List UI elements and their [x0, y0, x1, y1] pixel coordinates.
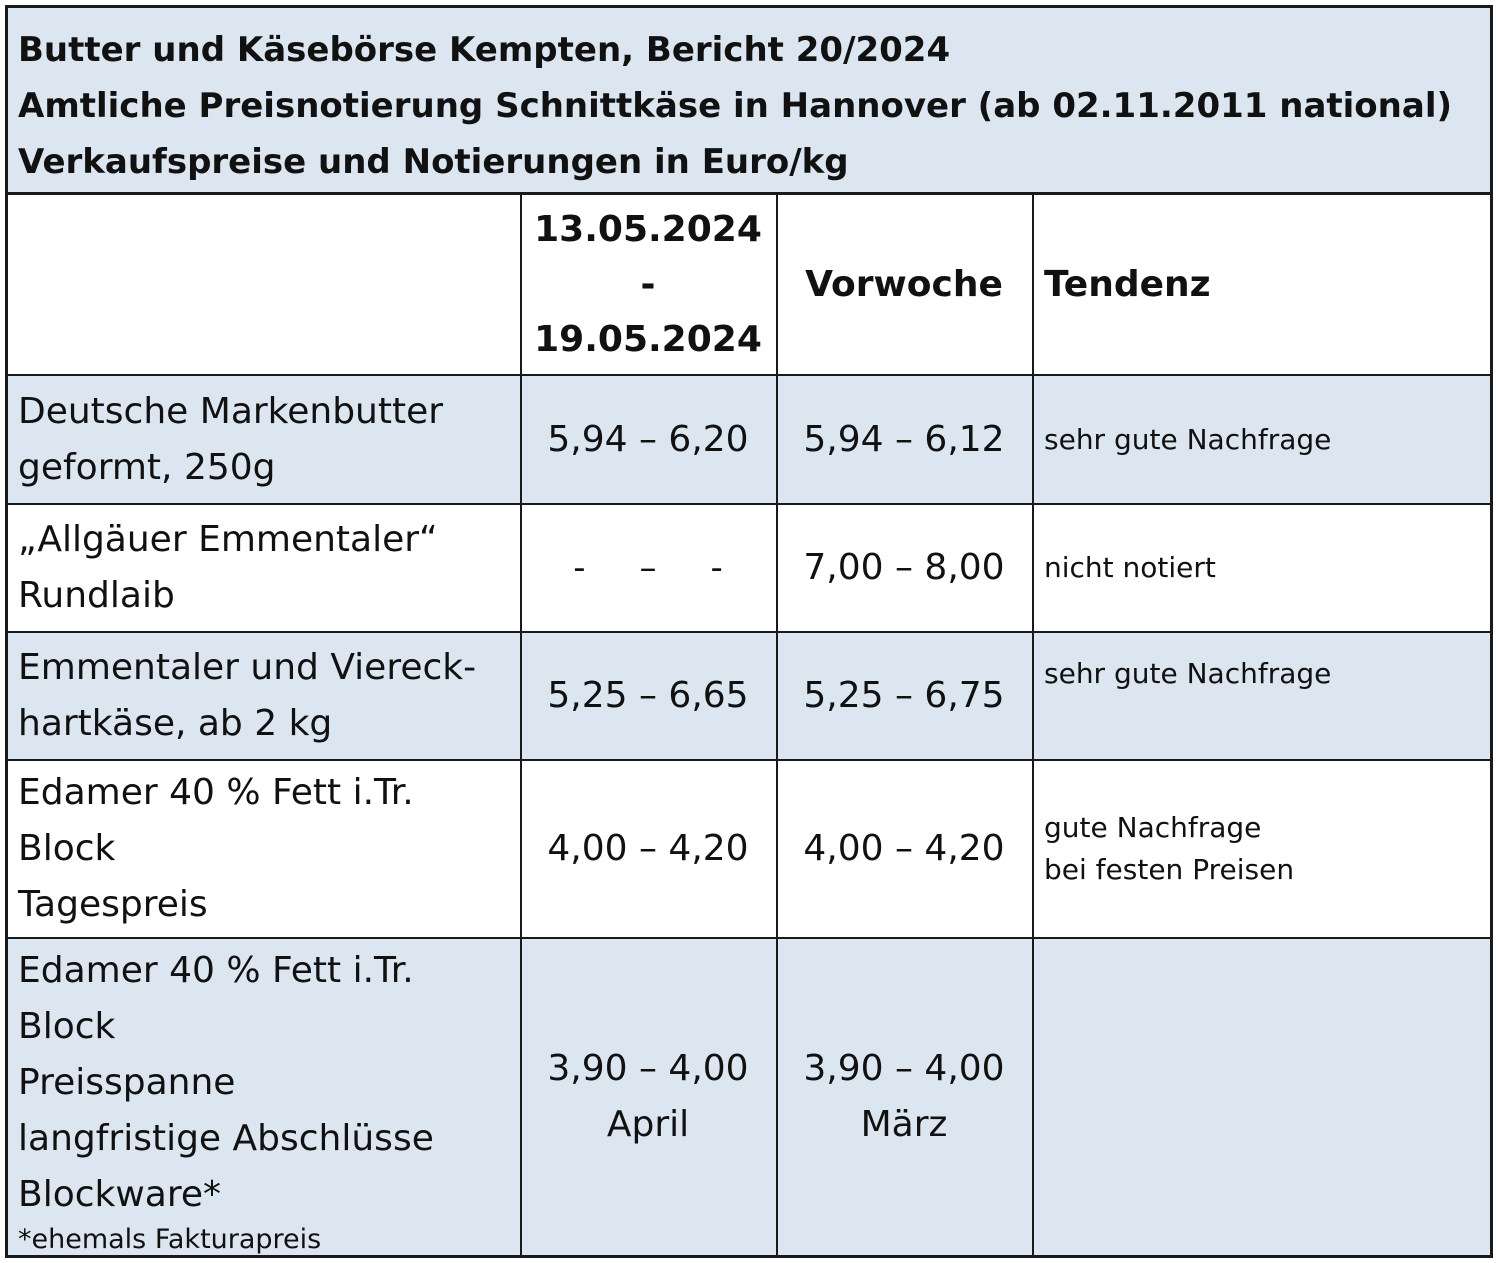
header-previous-week [778, 195, 1030, 374]
table-header-row [8, 195, 1490, 376]
product-cell [18, 376, 518, 503]
previous-price [778, 376, 1030, 503]
report-title: Butter und Käsebörse Kempten, Bericht 20/2024 [18, 30, 951, 70]
current-price-value: - – - [573, 548, 723, 588]
current-price-value: 5,94 – 6,20 [547, 418, 749, 460]
product-detail: Rundlaib [18, 575, 175, 616]
product-detail: hartkäse, ab 2 kg [18, 703, 333, 744]
product-detail: Preisspanne [18, 1062, 236, 1103]
product-name: Edamer 40 % Fett i.Tr. [18, 772, 414, 813]
title-block [8, 8, 1490, 195]
previous-price-month: März [860, 1104, 948, 1145]
trend-text: sehr gute Nachfrage [1044, 422, 1332, 456]
product-name: Deutsche Markenbutter [18, 390, 444, 432]
current-price [522, 939, 774, 1255]
report-units: Verkaufspreise und Notierungen in Euro/kg [18, 142, 849, 182]
period-separator: - [640, 264, 656, 305]
product-cell [18, 761, 518, 937]
current-price [522, 633, 774, 759]
product-name: Emmentaler und Viereck- [18, 647, 477, 688]
trend-text: gute Nachfrage [1044, 811, 1262, 844]
current-price-value: 3,90 – 4,00 [547, 1048, 749, 1089]
current-price [522, 376, 774, 503]
header-trend-label: Tendenz [1044, 264, 1211, 305]
period-end: 19.05.2024 [534, 319, 762, 360]
previous-price-value: 4,00 – 4,20 [803, 828, 1005, 869]
trend-cell [1044, 633, 1484, 759]
product-detail: geformt, 250g [18, 446, 276, 488]
column-divider [776, 195, 778, 1255]
table-row [8, 939, 1490, 1255]
product-detail: Tagespreis [18, 884, 208, 925]
column-divider [520, 195, 522, 1255]
trend-cell [1044, 376, 1484, 503]
trend-text: bei festen Preisen [1044, 853, 1295, 886]
trend-cell [1044, 505, 1484, 631]
previous-price [778, 633, 1030, 759]
product-cell [18, 633, 518, 759]
product-name: „Allgäuer Emmentaler“ [18, 519, 438, 560]
previous-price [778, 761, 1030, 937]
trend-cell [1044, 761, 1484, 937]
current-price [522, 761, 774, 937]
previous-price-value: 3,90 – 4,00 [803, 1048, 1005, 1089]
header-period [522, 195, 774, 374]
column-divider [1032, 195, 1034, 1255]
previous-price [778, 505, 1030, 631]
product-detail: Block [18, 828, 116, 869]
product-detail: Block [18, 1006, 116, 1047]
table-row [8, 376, 1490, 505]
period-start: 13.05.2024 [534, 209, 762, 250]
previous-price-value: 5,94 – 6,12 [803, 418, 1005, 460]
current-price-month: April [606, 1104, 690, 1145]
header-product [18, 195, 518, 374]
table-row [8, 633, 1490, 761]
product-name: Edamer 40 % Fett i.Tr. [18, 950, 414, 991]
trend-text: nicht notiert [1044, 551, 1216, 584]
footnote: *ehemals Fakturapreis [18, 1224, 322, 1255]
product-detail: langfristige Abschlüsse [18, 1118, 434, 1159]
header-trend [1044, 195, 1484, 374]
current-price [522, 505, 774, 631]
table-row [8, 761, 1490, 939]
previous-price-value: 7,00 – 8,00 [803, 547, 1005, 588]
price-table [5, 5, 1493, 1258]
product-cell [18, 939, 518, 1255]
trend-text: sehr gute Nachfrage [1044, 657, 1332, 690]
current-price-value: 5,25 – 6,65 [547, 675, 749, 716]
previous-price-value: 5,25 – 6,75 [803, 675, 1005, 716]
product-detail: Blockware* [18, 1174, 222, 1215]
trend-cell [1044, 939, 1484, 1255]
table-row [8, 505, 1490, 633]
previous-price [778, 939, 1030, 1255]
product-cell [18, 505, 518, 631]
report-subtitle: Amtliche Preisnotierung Schnittkäse in Hannover (ab 02.11.2011 national) [18, 86, 1453, 126]
current-price-value: 4,00 – 4,20 [547, 828, 749, 869]
header-previous-week-label: Vorwoche [805, 264, 1003, 305]
